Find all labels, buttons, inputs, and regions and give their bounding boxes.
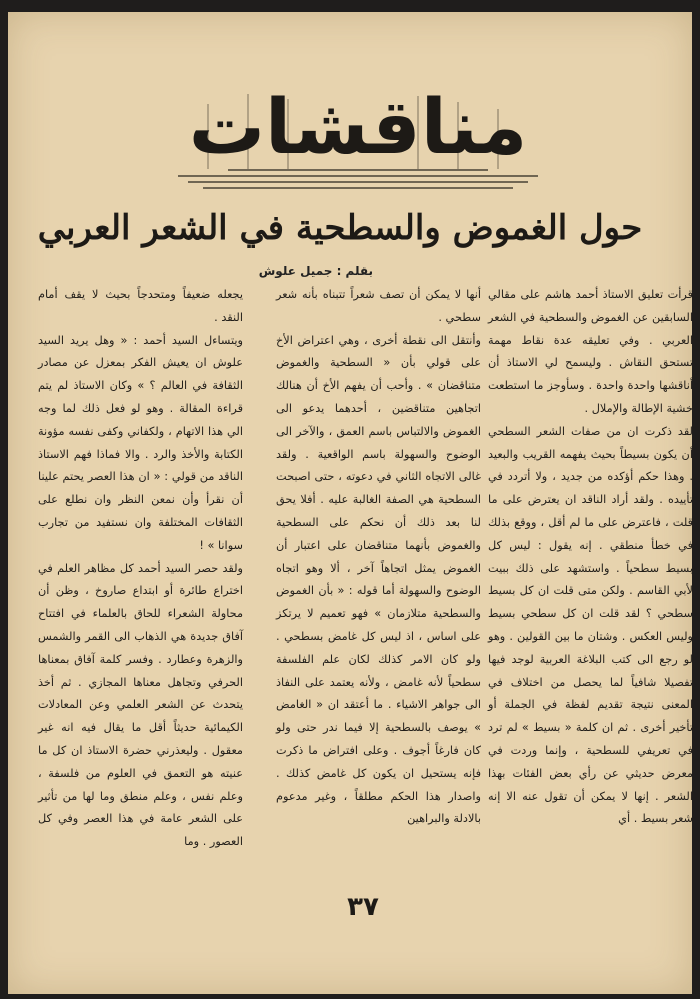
text-column-right [488,284,693,831]
text-column-middle [276,284,481,831]
article-byline: بقلم : جميل علوش [258,264,373,278]
column-text: قرأت تعليق الاستاذ أحمد هاشم على مقالي السابقين عن الغموض والسطحية في الشعر العربي . وفي تعليقه عدة نقاط مهمة تستحق النقاش . وليسمح لي الاستاذ أن أناقشها واحدة واحدة . وسأوجز ما استطعت خشية الإطالة والإملال . لقد ذكرت ان من صفات الشعر السطحي أن يكون بسيطاً بحيث يفهمه القريب والبعيد . وهذا حكم أؤكده من جديد ، ولا أتردد في تأييده . ولقد أراد الناقد ان يعترض على ما قلت ، فاعترض على ما لم أقل ، ووقع بذلك في خطأ منطقي . إنه يقول : ليس كل بسيط سطحياً . واستشهد على ذلك ببيت لأبي القاسم . ولكن متى قلت ان كل بسيط سطحي ؟ لقد قلت ان كل سطحي بسيط وليس العكس . وشتان ما بين القولين . وهو لو رجع الى كتب البلاغة العربية لوجد فيها تفصيلا شافياً لما يحصل من اختلاف في المعنى نتيجة تقديم لفظة في الجملة أو تأخير أخرى . ثم ان كلمة « بسيط » لم ترد في تعريفي للسطحية ، وإنما وردت في معرض حديثي عن رأي بعض الفئات بهذا الشعر . إنها لا يمكن أن تقول عنه الا إنه شعر بسيط . أي [488,288,693,826]
section-masthead [168,74,548,194]
section-title: مناقشات [188,82,528,171]
article-title: حول الغموض والسطحية في الشعر العربي [37,208,643,248]
column-text: يجعله ضعيفاً ومتحدجاً بحيث لا يقف أمام النقد . ويتساءل السيد أحمد : « وهل يريد السيد علوش ان يعيش الفكر بمعزل عن مصادر الثقافة في العالم ؟ » وكان الاستاذ لم يتم قراءة المقالة . وهو لو فعل ذلك لما وجه الي هذا الاتهام ، ولكفاني وكفى نفسه مؤونة الكتابة والأخذ والرد . والا فماذا فهم الاستاذ الناقد من قولي : « ان هذا العصر يحتم علينا أن نقرأ وأن نمعن النظر وان نطلع على الثقافات المختلفة وان نستفيد من تجارب سوانا » ! ولقد حصر السيد أحمد كل مظاهر العلم في اختراع طائرة أو ابتداع صاروخ ، وظن أن محاولة الشعراء للحاق بالعلماء في افتتاح آفاق جديدة هي الذهاب الى القمر والشمس والزهرة وعطارد . وفسر كلمة آفاق بمعناها الحرفي وتجاهل معناها المجازي . ثم أخذ يتحدث عن الشعر العلمي وعن المعادلات الكيمائية حديثاً أقل ما يقال فيه انه غير معقول . وليعذرني حضرة الاستاذ ان كل ما عنيته هو التعمق في العلوم من فلسفة ، وعلم نفس ، وعلم منطق وما لها من تأثير على الشعر عامة في هذا العصر وفي كل العصور . وما [38,288,243,849]
magazine-page [8,12,692,994]
column-text: أنها لا يمكن أن تصف شعراً تتبناه بأنه شعر سطحي . وأنتقل الى نقطة أخرى ، وهي اعتراض الأخ على قولي بأن « السطحية والغموض متناقضان » . وأحب أن يفهم الأخ أن هنالك اتجاهين متناقضين ، أحدهما يدعو الى الغموض والالتباس باسم العمق ، والآخر الى الوضوح والسهولة باسم الواقعية . ولقد غالى الاتجاه الثاني في دعوته ، حتى اصبحت السطحية هي الصفة الغالبة عليه . أفلا يحق لنا بعد ذلك أن نحكم على السطحية والغموض بأنهما متناقضان على اعتبار أن الغموض يمثل اتجاهاً آخر ، ألا وهو اتجاه الوضوح والسهولة أما قوله : « بأن الغموض والسطحية متلازمان » فهو تعميم لا يرتكز على اساس ، اذ ليس كل غامض بسطحي . ولو كان الامر كذلك لكان علم الفلسفة سطحياً لأنه غامض ، ولأنه يعتمد على النفاذ الى جواهر الاشياء . ما أعتقد ان « الغامض » يوصف بالسطحية إلا فيما ندر حتى ولو كان فارغاً أجوف . وعلى افتراض ما ذكرت فإنه يستحيل ان يكون كل غامض كذلك . واصدار هذا الحكم مطلقاً ، وغير مدعوم بالادلة والبراهين [276,288,481,826]
text-column-left [38,284,243,854]
page-number: ٣٧ [347,892,379,922]
